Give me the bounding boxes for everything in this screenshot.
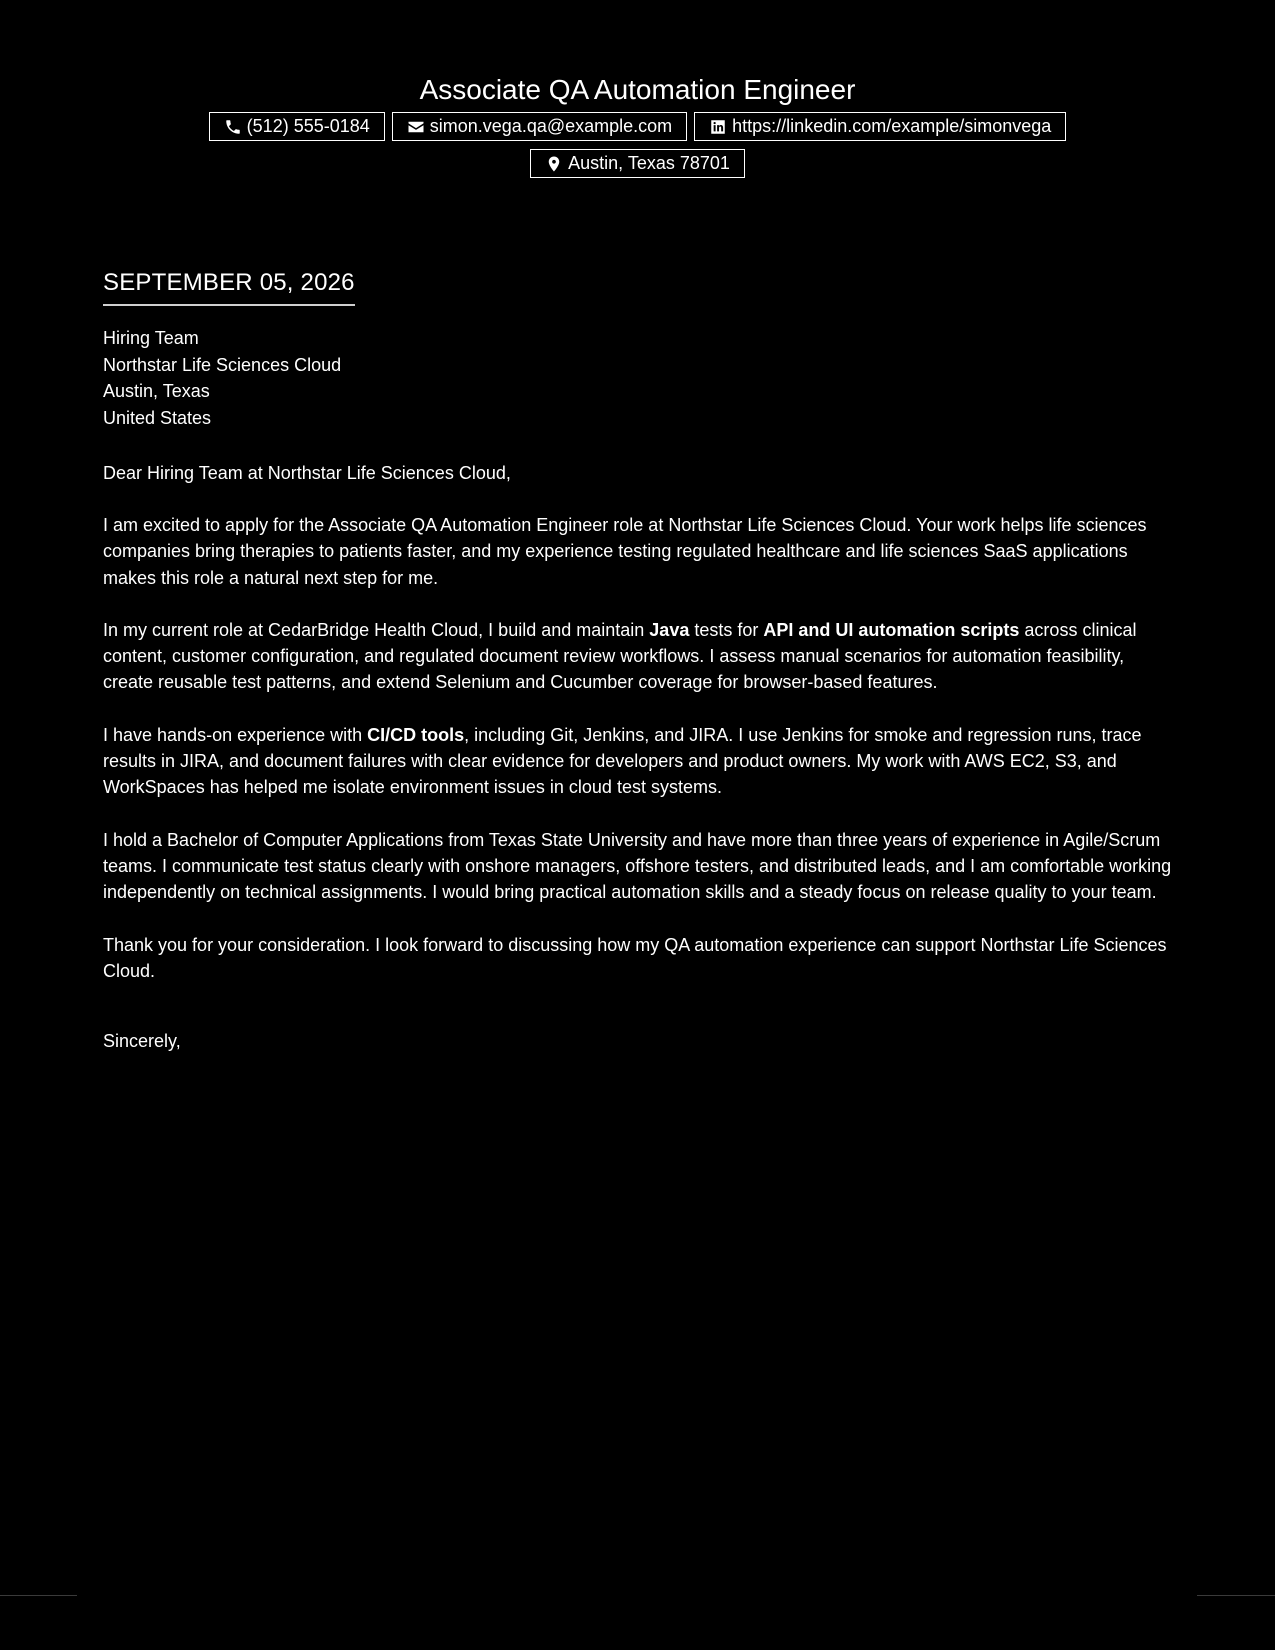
paragraph-text: I have hands-on experience with [103,724,368,745]
recipient-city: Austin, Texas [103,381,210,401]
linkedin-chip[interactable] [694,112,1066,141]
highlight-cicd-tools: CI/CD tools [367,724,465,745]
envelope-icon [407,118,425,136]
recipient-line: Hiring Team [103,328,199,348]
paragraph-text: , including Git, Jenkins, and JIRA. I use Jenkins for smoke and regression runs, trace results in JIRA, and document failures with clear evidence for developers and product owners. My work with AWS EC2, S3, and WorkSpaces has helped me isolate environment issues in cloud test systems. [103,724,1142,798]
email-text: simon.vega.qa@example.com [429,116,673,136]
closing: Sincerely, [103,1031,181,1052]
paragraph-intro: I am excited to apply for the Associate QA Automation Engineer role at Northstar Life Sciences Cloud. Your work helps life sciences companies bring therapies to patients faster, and my experience testing regulated healthcare and life sciences SaaS applications makes this role a natural next step for me. [103,515,1147,588]
highlight-java: Java [649,619,690,640]
paragraph-cicd [103,722,1173,801]
paragraph-text: tests for [689,619,764,640]
letter-body [103,268,1173,1054]
highlight-automation-scripts: API and UI automation scripts [763,619,1020,640]
linkedin-text: https://linkedin.com/example/simonvega [732,116,1052,136]
salutation: Dear Hiring Team at Northstar Life Sciences Cloud, [103,463,511,483]
linkedin-icon [709,118,727,136]
location-text: Austin, Texas 78701 [568,153,730,173]
location-chip[interactable] [530,149,745,178]
map-marker-icon [545,155,563,173]
paragraph-education: I hold a Bachelor of Computer Applications from Texas State University and have more than three years of experience in Agile/Scrum teams. I communicate test status clearly with onshore managers, offshore testers, and distributed leads, and I am comfortable working independently on technical assignments. I would bring practical automation skills and a steady focus on release quality to your team. [103,829,1172,903]
recipient-country: United States [103,407,212,428]
letter-header [0,70,1275,178]
paragraph-text: across clinical content, customer configuration, and regulated document review workflows. I assess manual scenarios for automation feasibility, create reusable test patterns, and extend Selenium and Cucumber coverage for browser-based features. [103,619,1137,693]
phone-text: (512) 555-0184 [246,116,370,136]
email-chip[interactable] [392,112,687,141]
recipient-block [103,325,1173,431]
footer-rule-left [0,1595,77,1596]
phone-chip[interactable] [209,112,385,141]
letter-date: SEPTEMBER 05, 2026 [103,268,355,306]
footer-rule-right [1197,1595,1275,1596]
paragraph-current-role [103,617,1173,696]
paragraph-thanks: Thank you for your consideration. I look forward to discussing how my QA automation experience can support Northstar Life Sciences Cloud. [103,934,1167,981]
paragraph-text: In my current role at CedarBridge Health Cloud, I build and maintain [103,619,650,640]
job-title: Associate QA Automation Engineer [419,74,856,105]
contact-bar [158,112,1118,178]
recipient-company: Northstar Life Sciences Cloud [103,354,342,375]
phone-icon [224,118,242,136]
